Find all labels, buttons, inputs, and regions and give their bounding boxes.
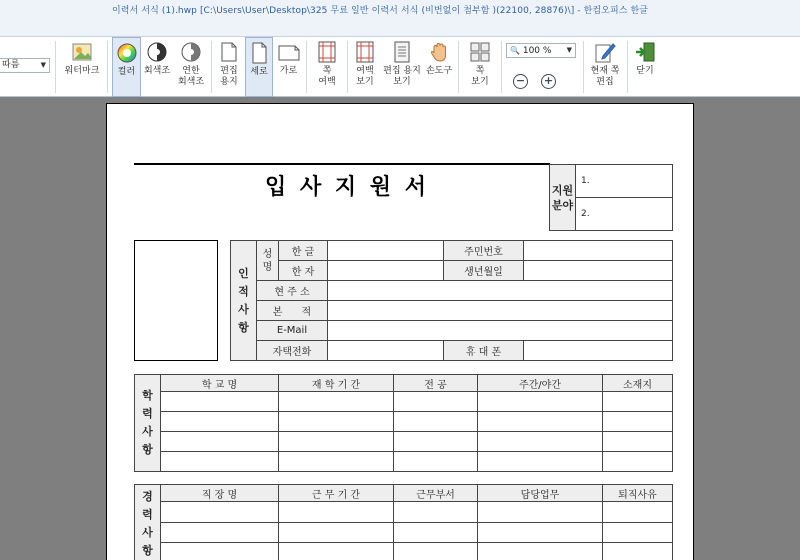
table-cell[interactable] <box>478 522 603 543</box>
title-rule <box>134 163 550 165</box>
table-cell[interactable] <box>478 392 603 412</box>
table-cell[interactable] <box>394 432 478 452</box>
margin-view-button[interactable]: 여백 보기 <box>350 37 380 97</box>
pencil-icon <box>594 41 616 63</box>
table-cell[interactable] <box>161 522 279 543</box>
table-cell[interactable] <box>603 543 673 560</box>
table-row <box>135 522 673 543</box>
zoom-dropdown[interactable] <box>506 43 576 58</box>
edu-header-period: 재 학 기 간 <box>279 375 394 392</box>
table-cell[interactable] <box>161 452 279 472</box>
edit-current-page-button[interactable]: 현재 쪽 편집 <box>587 37 623 97</box>
table-cell[interactable] <box>161 502 279 523</box>
form-title: 입 사 지 원 서 <box>265 174 429 200</box>
table-row <box>135 412 673 432</box>
domicile-field[interactable] <box>328 301 673 321</box>
table-cell[interactable] <box>279 412 394 432</box>
window-title: 이력서 서식 (1).hwp [C:\Users\User\Desktop\325 무료 일반 이력서 서식 (비번없이 첨부함 )(22100, 28876)\] - 한컴오피스 한글 <box>112 6 649 16</box>
color-wheel-icon <box>116 42 138 64</box>
apply-field-1[interactable]: 1. <box>576 165 673 198</box>
table-cell[interactable] <box>279 452 394 472</box>
zoom-in-button[interactable] <box>541 74 556 89</box>
table-cell[interactable] <box>478 543 603 560</box>
table-cell[interactable] <box>279 392 394 412</box>
table-cell[interactable] <box>161 432 279 452</box>
print-preview-toolbar <box>0 37 800 97</box>
table-cell[interactable] <box>161 543 279 560</box>
color-button[interactable]: 컬러 <box>112 37 141 97</box>
edit-paper-view-button[interactable]: 편집 용지 보기 <box>381 37 423 97</box>
edu-header-location: 소재지 <box>603 375 673 392</box>
mobile-field[interactable] <box>524 341 673 361</box>
hanja-name-field[interactable] <box>328 261 444 281</box>
email-field[interactable] <box>328 321 673 341</box>
mobile-label: 휴 대 폰 <box>444 341 524 361</box>
edu-header-daynight: 주간/야간 <box>478 375 603 392</box>
table-cell[interactable] <box>478 502 603 523</box>
edit-paper-view-icon <box>391 41 413 63</box>
table-row <box>135 432 673 452</box>
apply-field-2[interactable]: 2. <box>576 198 673 231</box>
watermark-button[interactable]: 워터마크 <box>60 37 104 97</box>
grayscale-button[interactable]: 회색조 <box>142 37 172 97</box>
address-field[interactable] <box>328 281 673 301</box>
zoom-value: 100 % <box>522 46 552 56</box>
table-cell[interactable] <box>603 432 673 452</box>
page-margin-icon <box>316 41 338 63</box>
landscape-page-icon <box>278 41 300 63</box>
career-table <box>134 484 673 560</box>
zoom-out-button[interactable] <box>513 74 528 89</box>
grayscale-icon <box>146 41 168 63</box>
portrait-page-icon <box>248 42 270 64</box>
edu-header-school: 학 교 명 <box>161 375 279 392</box>
minus-icon: − <box>515 74 526 87</box>
career-header-department: 근무부서 <box>394 485 478 502</box>
resident-no-label: 주민번호 <box>444 241 524 261</box>
domicile-label: 본 적 <box>257 301 328 321</box>
table-cell[interactable] <box>478 432 603 452</box>
document-page <box>106 103 694 560</box>
name-label: 성 명 <box>257 241 279 281</box>
table-cell[interactable] <box>603 522 673 543</box>
portrait-button[interactable]: 세로 <box>245 37 273 97</box>
table-cell[interactable] <box>279 522 394 543</box>
table-cell[interactable] <box>394 502 478 523</box>
exit-door-icon <box>634 41 656 63</box>
hanja-label: 한 자 <box>279 261 328 281</box>
table-cell[interactable] <box>279 543 394 560</box>
table-cell[interactable] <box>478 412 603 432</box>
career-header-duty: 담당업무 <box>478 485 603 502</box>
birthdate-label: 생년월일 <box>444 261 524 281</box>
table-row <box>135 452 673 472</box>
photo-box[interactable] <box>134 240 218 361</box>
style-dropdown[interactable] <box>0 58 50 73</box>
light-grayscale-button[interactable]: 연한 회색조 <box>174 37 208 97</box>
apply-field-label: 지원 분야 <box>550 165 576 231</box>
zoom-search-icon: 🔍 <box>510 46 520 55</box>
table-cell[interactable] <box>603 452 673 472</box>
style-dropdown-value: 따름 <box>2 60 20 70</box>
table-cell[interactable] <box>603 392 673 412</box>
hand-icon <box>428 41 450 63</box>
career-header-reason: 퇴직사유 <box>603 485 673 502</box>
table-cell[interactable] <box>603 412 673 432</box>
table-cell[interactable] <box>394 543 478 560</box>
career-label: 경 력 사 항 <box>135 485 161 560</box>
table-row <box>135 392 673 412</box>
address-label: 현 주 소 <box>257 281 328 301</box>
chevron-down-icon: ▼ <box>566 46 572 54</box>
title-bar <box>0 0 800 37</box>
table-cell[interactable] <box>394 522 478 543</box>
email-label: E-Mail <box>257 321 328 341</box>
close-preview-button[interactable]: 닫기 <box>630 37 660 97</box>
watermark-icon <box>71 41 93 63</box>
career-header-company: 직 장 명 <box>161 485 279 502</box>
plus-icon: + <box>543 74 554 87</box>
page-view-button[interactable]: 쪽 보기 <box>462 37 498 97</box>
table-row <box>135 502 673 523</box>
margin-view-icon <box>354 41 376 63</box>
edu-header-major: 전 공 <box>394 375 478 392</box>
edit-paper-button[interactable]: 편집 용지 <box>214 37 244 97</box>
career-header-period: 근 무 기 간 <box>279 485 394 502</box>
apply-field-table <box>549 164 673 231</box>
landscape-button[interactable]: 가로 <box>275 37 302 97</box>
light-grayscale-icon <box>180 41 202 63</box>
education-label: 학 력 사 항 <box>135 375 161 472</box>
table-cell[interactable] <box>161 412 279 432</box>
table-cell[interactable] <box>394 392 478 412</box>
birthdate-field[interactable] <box>524 261 673 281</box>
hand-tool-button[interactable]: 손도구 <box>424 37 454 97</box>
table-cell[interactable] <box>279 502 394 523</box>
chevron-down-icon: ▼ <box>40 61 46 69</box>
table-cell[interactable] <box>279 432 394 452</box>
personal-info-label: 인 적 사 항 <box>231 241 257 361</box>
resident-no-field[interactable] <box>524 241 673 261</box>
home-phone-field[interactable] <box>328 341 444 361</box>
paper-icon <box>218 41 240 63</box>
table-cell[interactable] <box>394 412 478 432</box>
personal-info-table <box>230 240 673 361</box>
table-cell[interactable] <box>161 392 279 412</box>
table-cell[interactable] <box>478 452 603 472</box>
home-phone-label: 자택전화 <box>257 341 328 361</box>
table-cell[interactable] <box>603 502 673 523</box>
page-view-icon <box>469 41 491 63</box>
page-margin-button[interactable]: 쪽 여백 <box>310 37 344 97</box>
hangul-name-field[interactable] <box>328 241 444 261</box>
table-cell[interactable] <box>394 452 478 472</box>
table-row <box>135 543 673 560</box>
hangul-label: 한 글 <box>279 241 328 261</box>
education-table <box>134 374 673 472</box>
